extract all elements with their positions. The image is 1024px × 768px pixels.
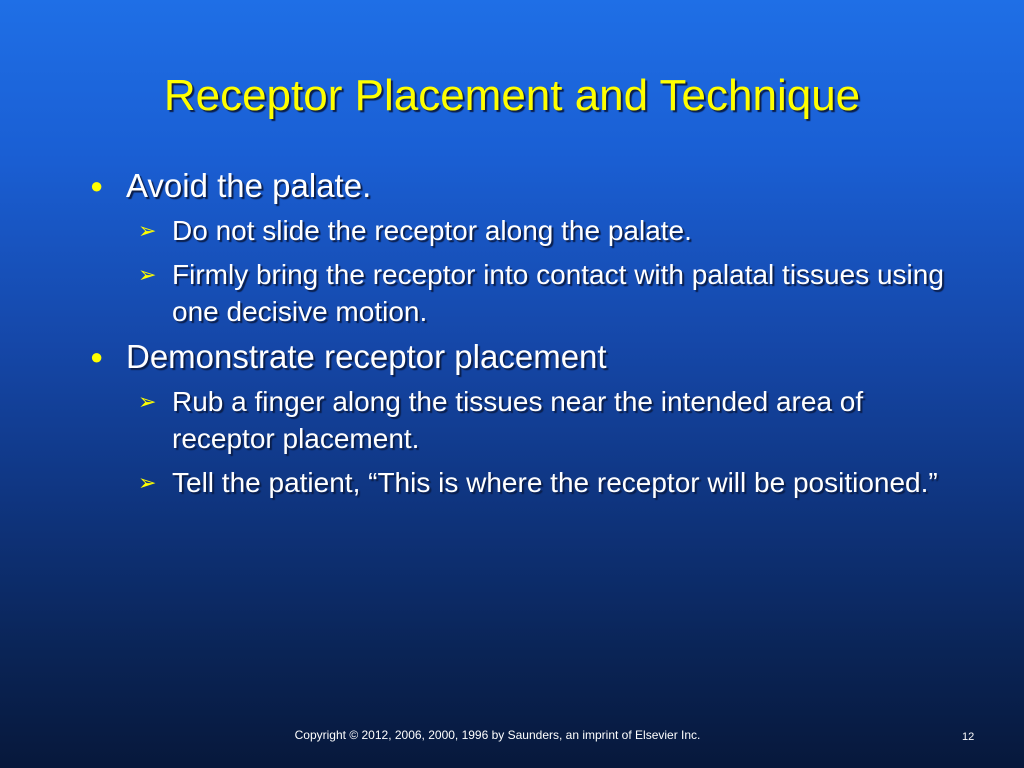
arrow-bullet-icon: ➢ <box>138 262 157 287</box>
bullet-text: Avoid the palate. <box>126 167 372 204</box>
round-bullet-icon: ● <box>90 173 104 198</box>
sub-bullet-text: Tell the patient, “This is where the receptor will be positioned.” <box>172 467 938 498</box>
sub-bullet-item <box>138 464 948 501</box>
sub-bullet-text: Firmly bring the receptor into contact with palatal tissues using one decisive motion. <box>172 259 944 327</box>
round-bullet-icon: ● <box>90 344 104 369</box>
bullet-text: Demonstrate receptor placement <box>126 338 607 375</box>
arrow-bullet-icon: ➢ <box>138 470 157 495</box>
bullet-item <box>88 337 948 377</box>
page-number: 12 <box>962 731 975 743</box>
slide-content <box>88 166 948 508</box>
sub-bullet-item <box>138 212 948 249</box>
arrow-bullet-icon: ➢ <box>138 218 157 243</box>
bullet-item <box>88 166 948 206</box>
copyright-footer: Copyright © 2012, 2006, 2000, 1996 by Saunders, an imprint of Elsevier Inc. <box>294 728 701 742</box>
arrow-bullet-icon: ➢ <box>138 389 157 414</box>
sub-bullet-text: Do not slide the receptor along the palate. <box>172 215 692 246</box>
slide-title: Receptor Placement and Technique <box>163 71 861 120</box>
sub-bullet-item <box>138 383 948 457</box>
sub-bullet-item <box>138 256 948 330</box>
sub-bullet-text: Rub a finger along the tissues near the intended area of receptor placement. <box>172 386 864 454</box>
